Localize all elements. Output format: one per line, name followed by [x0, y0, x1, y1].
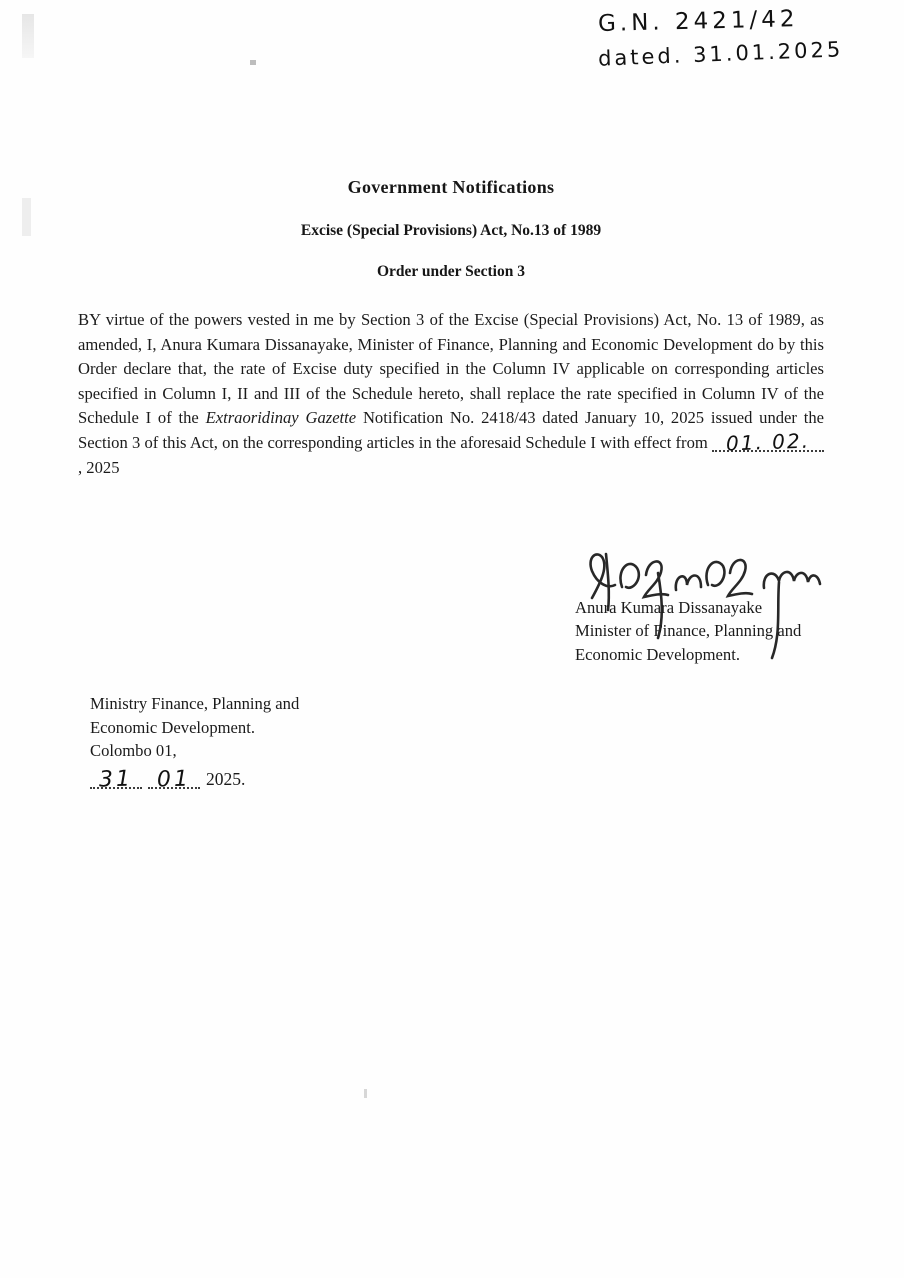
- issue-day-slot: [90, 766, 142, 793]
- issue-date-line: [90, 768, 299, 792]
- document-subtitle: Excise (Special Provisions) Act, No.13 of 1989: [300, 222, 602, 239]
- signatory-title-line2: Economic Development.: [575, 644, 740, 664]
- section-heading: Order under Section 3: [377, 263, 525, 280]
- signatory-title-line1: Minister of Finance, Planning and: [575, 621, 802, 641]
- scan-speck: [250, 60, 256, 65]
- issue-day-handwritten: 31: [98, 766, 134, 793]
- signatory-name: Anura Kumara Dissanayake: [575, 598, 763, 617]
- body-text-before-italic: BY virtue of the powers vested in me by Section 3 of the Excise (Special Provisions) Act, No. 13 of 1989, as amended, I, Anura Kumara Dissanayake, Minister of Finance, Planning and Economic Development do by this Order declare that, the rate of Excise duty specified in the Column IV applicable on corresponding articles specified in Column I, II and III of the Schedule hereto, shall replace the rate specified in Column IV of the Schedule I of the: [78, 310, 824, 428]
- body-text-end: , 2025: [78, 457, 120, 477]
- ministry-name-line1: Ministry Finance, Planning and: [90, 694, 300, 713]
- scan-artifact: [22, 198, 31, 236]
- issue-month-slot: [148, 766, 200, 793]
- ministry-block: [90, 692, 299, 791]
- issue-month-handwritten: 01: [156, 766, 192, 793]
- handwritten-annotation: [597, 6, 844, 71]
- gazette-number-handwritten: G.N. 2421/42: [597, 6, 799, 37]
- ministry-address: Colombo 01,: [90, 741, 177, 761]
- gazette-title-italic: Extraoridinay Gazette: [205, 408, 357, 428]
- signature-block: [575, 596, 801, 666]
- document-title: Government Notifications: [347, 177, 555, 197]
- effective-date-slot: [712, 428, 824, 456]
- scan-artifact: [22, 14, 34, 58]
- scan-speck: [364, 1089, 367, 1098]
- body-text-after-italic: Notification No. 2418/43 dated January 10, 2025 issued under the Section 3 of this Act, on the corresponding articles in the aforesaid Schedule I with effect from: [78, 408, 824, 452]
- gazette-date-handwritten: dated. 31.01.2025: [597, 37, 844, 71]
- effective-date-handwritten: 01. 02.: [725, 428, 811, 456]
- ministry-name-line2: Economic Development.: [90, 717, 255, 737]
- body-paragraph: [78, 308, 824, 480]
- issue-year: 2025.: [206, 768, 246, 789]
